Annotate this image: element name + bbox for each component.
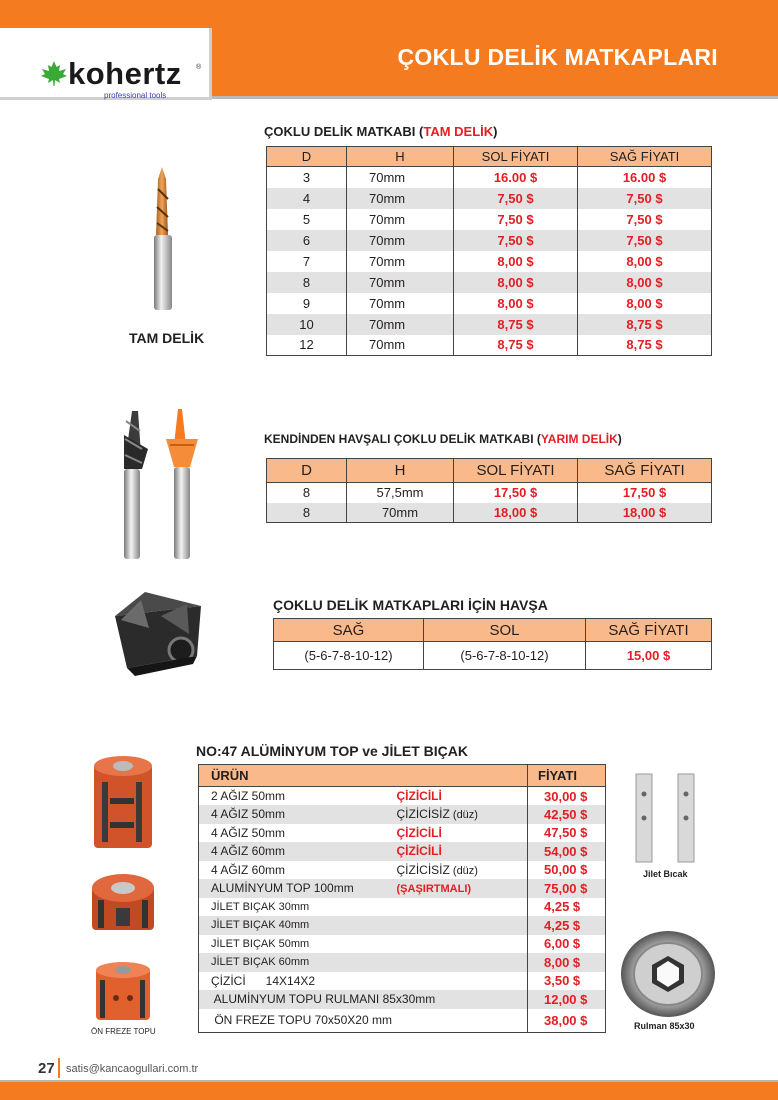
cutter-head-4-image [88, 868, 158, 944]
column-header: H [347, 459, 454, 483]
table-row [267, 314, 712, 335]
cell-product: JİLET BIÇAK 30mm [211, 900, 310, 913]
header-top-bar [0, 0, 212, 28]
table-row [267, 293, 712, 314]
table-row [199, 898, 606, 917]
table-row [267, 251, 712, 272]
table-row [199, 824, 606, 843]
cell-sol-price: 17,50 $ [454, 483, 578, 503]
cell-product: 2 AĞIZ 50mm [211, 789, 286, 803]
column-header: FİYATI [528, 765, 606, 787]
cell-price: 47,50 $ [528, 824, 606, 843]
table-row [267, 272, 712, 293]
table-header-row [274, 619, 712, 642]
cell-tag: ÇİZİCİLİ [396, 844, 442, 859]
cell-sol-price: 7,50 $ [454, 230, 578, 251]
column-header: SAĞ FİYATI [578, 459, 712, 483]
cell-d: 7 [267, 251, 347, 272]
brand-registered-mark: ® [196, 64, 202, 71]
cell-price: 15,00 $ [586, 642, 712, 670]
tam-delik-caption: TAM DELİK [129, 330, 205, 346]
cell-sag-price: 7,50 $ [578, 230, 712, 251]
aluminyum-top-table [198, 764, 606, 1033]
column-header: D [267, 147, 347, 167]
cell-sag-price: 16.00 $ [578, 167, 712, 188]
column-header: H [347, 147, 454, 167]
tam-delik-table [266, 146, 712, 356]
section4-title: NO:47 ALÜMİNYUM TOP ve JİLET BIÇAK [196, 743, 469, 759]
table-row [199, 935, 606, 954]
yarim-delik-drills-image [108, 405, 208, 565]
jilet-bicak-image [630, 770, 704, 866]
cell-tag: (ŞAŞIRTMALI) [396, 883, 472, 896]
cell-sag-price: 8,00 $ [578, 293, 712, 314]
cell-product: ÖN FREZE TOPU 70x50X20 mm [211, 1013, 392, 1028]
table-row [199, 805, 606, 824]
section1-title: ÇOKLU DELİK MATKABI (TAM DELİK) [264, 124, 498, 139]
table-row [199, 861, 606, 880]
cell-price: 6,00 $ [528, 935, 606, 954]
column-header: SOL FİYATI [454, 459, 578, 483]
cell-d: 10 [267, 314, 347, 335]
cell-sag-price: 8,00 $ [578, 251, 712, 272]
cell-sol-price: 8,00 $ [454, 251, 578, 272]
cell-price: 12,00 $ [528, 990, 606, 1009]
cell-d: 8 [267, 483, 347, 503]
havsa-table [273, 618, 712, 670]
rulman-caption: Rulman 85x30 [634, 1021, 695, 1031]
cell-product: ALUMİNYUM TOP 100mm [199, 879, 385, 898]
footer-separator [58, 1058, 60, 1078]
on-freze-topu-image [90, 958, 156, 1024]
cell-product: JİLET BIÇAK 60mm [199, 953, 528, 972]
cell-product: 4 AĞIZ 50mm [211, 825, 286, 840]
cell-price: 4,25 $ [528, 898, 606, 917]
column-header: SAĞ FİYATI [586, 619, 712, 642]
cell-price: 8,00 $ [528, 953, 606, 972]
cell-d: 5 [267, 209, 347, 230]
cell-d: 9 [267, 293, 347, 314]
cell-price: 3,50 $ [528, 972, 606, 991]
cell-product: 4 AĞIZ 60mm [211, 862, 286, 877]
cell-tag-suffix: (düz) [449, 864, 478, 877]
cell-sag: (5-6-7-8-10-12) [274, 642, 424, 670]
cell-sol: (5-6-7-8-10-12) [424, 642, 586, 670]
cell-sag-price: 18,00 $ [578, 503, 712, 523]
table-row [199, 972, 606, 991]
table-row [199, 842, 606, 861]
table-row [199, 953, 606, 972]
cell-d: 4 [267, 188, 347, 209]
on-freze-topu-caption: ÖN FREZE TOPU [91, 1027, 156, 1036]
cell-sol-price: 8,75 $ [454, 335, 578, 356]
cell-h: 70mm [347, 272, 454, 293]
cell-sol-price: 8,00 $ [454, 272, 578, 293]
column-header: D [267, 459, 347, 483]
cell-h: 70mm [347, 209, 454, 230]
cell-d: 6 [267, 230, 347, 251]
section2-title: KENDİNDEN HAVŞALI ÇOKLU DELİK MATKABI (YARIM DELİK) [264, 432, 622, 446]
cell-tag: ÇİZİCİSİZ [396, 807, 450, 822]
table-row [267, 335, 712, 356]
cell-sag-price: 7,50 $ [578, 188, 712, 209]
cell-h: 70mm [347, 230, 454, 251]
table-row [267, 188, 712, 209]
cell-sag-price: 8,75 $ [578, 314, 712, 335]
cell-d: 8 [267, 272, 347, 293]
cell-price: 4,25 $ [528, 916, 606, 935]
cell-d: 8 [267, 503, 347, 523]
cell-price: 30,00 $ [528, 787, 606, 806]
rulman-bearing-image [618, 928, 718, 1020]
table-row [199, 879, 606, 898]
jilet-bicak-caption: Jilet Bıcak [643, 869, 688, 879]
cell-sag-price: 8,00 $ [578, 272, 712, 293]
brand-logo: kohertz [68, 56, 182, 91]
cell-product: JİLET BIÇAK 40mm [199, 916, 528, 935]
table-header-row [267, 459, 712, 483]
cell-product: 4 AĞIZ 60mm [199, 842, 385, 861]
cell-product: JİLET BIÇAK 50mm [211, 937, 310, 950]
cell-sol-price: 8,75 $ [454, 314, 578, 335]
cell-h: 57,5mm [347, 483, 454, 503]
cell-price: 42,50 $ [528, 805, 606, 824]
cell-price: 75,00 $ [528, 879, 606, 898]
cell-h: 70mm [347, 167, 454, 188]
cell-sol-price: 7,50 $ [454, 188, 578, 209]
cell-tag: ÇİZİCİLİ [396, 825, 442, 840]
maple-leaf-icon [40, 60, 68, 86]
table-row [267, 483, 712, 503]
table-row [267, 167, 712, 188]
cell-sag-price: 8,75 $ [578, 335, 712, 356]
cell-product: ÇİZİCİ 14X14X2 [211, 973, 316, 988]
cell-sag-price: 17,50 $ [578, 483, 712, 503]
table-row [199, 990, 606, 1009]
section3-title: ÇOKLU DELİK MATKAPLARI İÇİN HAVŞA [273, 597, 548, 613]
table-row [199, 916, 606, 935]
table-row [267, 230, 712, 251]
cell-sol-price: 16.00 $ [454, 167, 578, 188]
cell-tag-suffix: (düz) [449, 809, 478, 822]
cell-product: ALUMİNYUM TOPU RULMANI 85x30mm [199, 990, 528, 1009]
yarim-delik-table [266, 458, 712, 523]
tam-delik-drill-image [140, 165, 188, 315]
cell-d: 3 [267, 167, 347, 188]
brand-tagline: professional tools [104, 91, 167, 100]
table-row [267, 503, 712, 523]
cell-product: 4 AĞIZ 50mm [199, 805, 385, 824]
column-header: SAĞ [274, 619, 424, 642]
cell-sag-price: 7,50 $ [578, 209, 712, 230]
cell-sol-price: 7,50 $ [454, 209, 578, 230]
cell-h: 70mm [347, 251, 454, 272]
cell-price: 50,00 $ [528, 861, 606, 880]
table-header-row [199, 765, 606, 787]
cell-tag: ÇİZİCİSİZ [396, 862, 450, 877]
page-title: ÇOKLU DELİK MATKAPLARI [397, 44, 718, 70]
cell-tag: ÇİZİCİLİ [396, 789, 442, 803]
table-row [267, 209, 712, 230]
cell-price: 38,00 $ [528, 1009, 606, 1033]
cell-h: 70mm [347, 335, 454, 356]
table-header-row [267, 147, 712, 167]
cutter-head-2-image [88, 752, 158, 858]
cell-d: 12 [267, 335, 347, 356]
cell-h: 70mm [347, 293, 454, 314]
footer-orange-bar [0, 1082, 778, 1100]
page-number: 27 [38, 1060, 55, 1077]
column-header: SOL FİYATI [454, 147, 578, 167]
footer-email: satis@kancaogullari.com.tr [66, 1063, 199, 1075]
cell-h: 70mm [347, 314, 454, 335]
column-header: SAĞ FİYATI [578, 147, 712, 167]
table-row [274, 642, 712, 670]
cell-price: 54,00 $ [528, 842, 606, 861]
cell-sol-price: 18,00 $ [454, 503, 578, 523]
column-header: ÜRÜN [199, 765, 528, 787]
table-row [199, 787, 606, 806]
havsa-countersink-image [105, 576, 211, 680]
cell-sol-price: 8,00 $ [454, 293, 578, 314]
cell-h: 70mm [347, 188, 454, 209]
cell-h: 70mm [347, 503, 454, 523]
table-row [199, 1009, 606, 1033]
header-underline [212, 96, 778, 99]
column-header: SOL [424, 619, 586, 642]
